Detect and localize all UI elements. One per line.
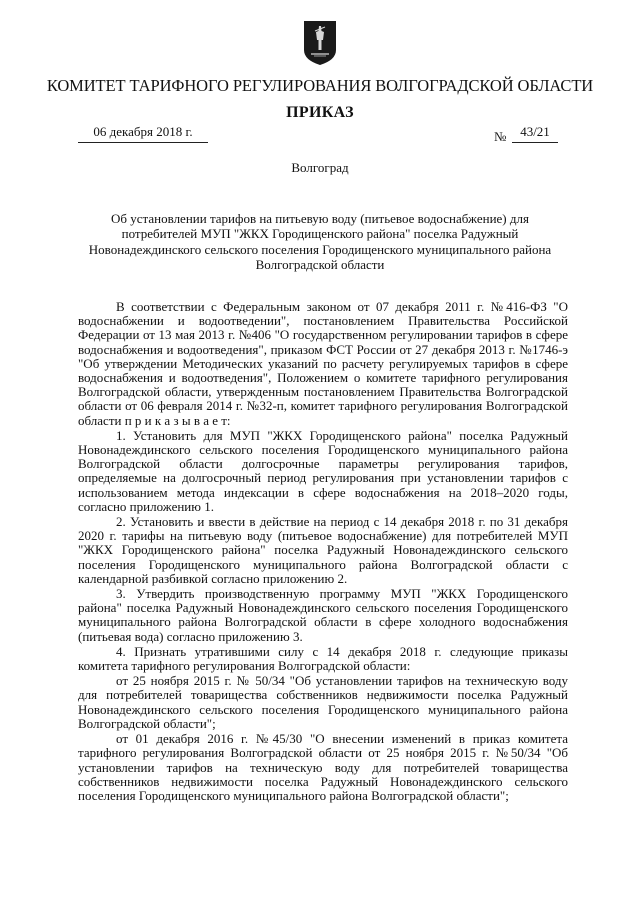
preamble-paragraph: В соответствии с Федеральным законом от 07 декабря 2011 г. №416-ФЗ "О водоснабжении и водоотведении", постановлением Правительства Российской Федерации от 13 мая 2013 г. №406 "О государственном регулировании тарифов в сфере водоснабжения и водоотведения", приказом ФСТ России от 27 декабря 2013 г. №1746-э "Об утверждении Методических указаний по расчету регулируемых тарифов в сфере водоснабжения и водоотведения", Положением о комитете тарифного регулирования Волгоградской области, утвержденным постановлением Правительства Волгоградской области от 06 февраля 2014 г. №32-п, комитет тарифного регулирования Волгоградской области п р и к а з ы в а е т: (78, 299, 568, 428)
item-3-paragraph: 3. Утвердить производственную программу МУП "ЖКХ Городищенского района" поселка Радужный Новонадеждинского сельского поселения Городищенского муниципального района Волгоградской области в сфере холодного водоснабжения (питьевая вода) согласно приложению 3. (78, 586, 568, 644)
city-name: Волгоград (291, 160, 349, 175)
item-1-paragraph: 1. Установить для МУП "ЖКХ Городищенского района" поселка Радужный Новонадеждинского сельского поселения Городищенского муниципального района Волгоградской области долгосрочные параметры регулирования тарифов, определяемые на долгосрочный период регулирования при установлении тарифов с использованием метода индексации в сфере водоснабжения на 2018–2020 годы, согласно приложению 1. (78, 427, 568, 514)
item-2-paragraph: 2. Установить и ввести в действие на период с 14 декабря 2018 г. по 31 декабря 2020 г. тарифы на питьевую воду (питьевое водоснабжение) для потребителей МУП "ЖКХ Городищенского района" поселка Радужный Новонадеждинского сельского поселения Городищенского муниципального района Волгоградской области с календарной разбивкой согласно приложению 2. (78, 514, 568, 586)
coat-of-arms-emblem (303, 20, 337, 66)
committee-name: КОМИТЕТ ТАРИФНОГО РЕГУЛИРОВАНИЯ ВОЛГОГРАДСКОЙ ОБЛАСТИ (46, 76, 594, 95)
order-date: 06 декабря 2018 г. (78, 124, 208, 143)
order-body (78, 300, 568, 804)
item-4a-paragraph: от 25 ноября 2015 г. № 50/34 "Об установлении тарифов на техническую воду для потребителей товарищества собственников недвижимости поселка Радужный Новонадеждинского сельского поселения Городищенского муниципального района Волгоградской области"; (78, 673, 568, 731)
item-4-paragraph: 4. Признать утратившими силу с 14 декабря 2018 г. следующие приказы комитета тарифного регулирования Волгоградской области: (78, 643, 568, 674)
order-number-label: № (494, 129, 507, 144)
item-4b-paragraph: от 01 декабря 2016 г. №45/30 "О внесении изменений в приказ комитета тарифного регулирования Волгоградской области от 25 ноября 2015 г. №50/34 "Об установлении тарифов на техническую воду для потребителей товарищества собственников недвижимости поселка Радужный Новонадеждинского сельского поселения Городищенского муниципального района Волгоградской области"; (78, 731, 568, 803)
document-type-title: ПРИКАЗ (286, 104, 354, 121)
order-subject: Об установлении тарифов на питьевую воду (питьевое водоснабжение) для потребителей МУП "ЖКХ Городищенского района" поселка Радужный Новонадеждинского сельского поселения Городищенского муниципального района Волгоградской области (88, 211, 552, 272)
order-number: 43/21 (512, 124, 558, 143)
